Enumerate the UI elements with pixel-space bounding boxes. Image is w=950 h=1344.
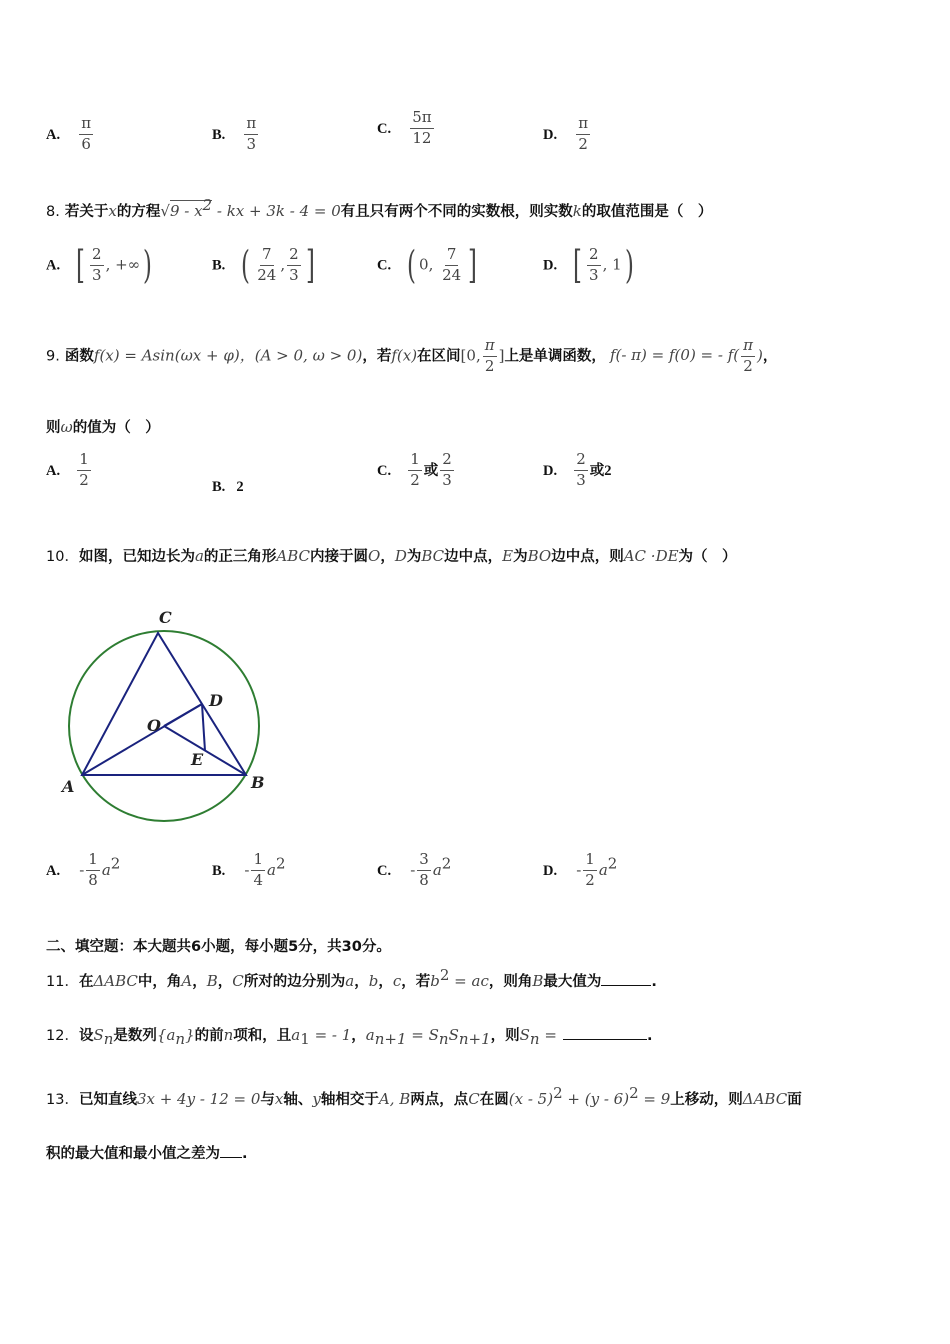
fraction: $\frac{5\pi}{12}$ bbox=[412, 108, 432, 147]
fraction: $\frac{1}{8}$ bbox=[88, 850, 98, 889]
fraction: $\frac{2}{3}$ bbox=[589, 244, 599, 284]
q8-stem: 8. 若关于x的方程$√9 - x^2$ - kx + 3k - 4 = 0有且只有两个不同的实数根，则实数k的取值范围是（ ） bbox=[46, 196, 713, 220]
answer-blank[interactable] bbox=[601, 985, 651, 986]
fraction: $\frac{\pi}{2}$ bbox=[484, 336, 495, 375]
q7-option-c[interactable]: C. $\frac{5\pi}{12}$ bbox=[377, 108, 432, 147]
segment-de bbox=[202, 704, 205, 751]
q10-option-b[interactable]: B. - $\frac{1}{4}$ $a^2$ bbox=[212, 850, 286, 889]
q7-option-b[interactable]: B. $\frac{\pi}{3}$ bbox=[212, 114, 257, 153]
fraction: $\frac{\pi}{3}$ bbox=[246, 114, 257, 153]
label-a: A bbox=[62, 777, 75, 796]
q9-option-c[interactable]: C. $\frac{1}{2}$ 或 $\frac{2}{3}$ bbox=[377, 450, 452, 489]
q7-option-a[interactable]: A. $\frac{\pi}{6}$ bbox=[46, 114, 92, 153]
q8-option-a[interactable]: A. [ $\frac{2}{3}$ , +∞) bbox=[46, 243, 153, 287]
q10-option-c[interactable]: C. - $\frac{3}{8}$ $a^2$ bbox=[377, 850, 452, 889]
q11-stem: 11．在ΔABC中，角A，B，C所对的边分别为a，b，c，若$b^2$ = ac，则角B最大值为 . bbox=[46, 966, 657, 990]
q10-option-d[interactable]: D. - $\frac{1}{2}$ $a^2$ bbox=[543, 850, 618, 889]
q13-stem: 13．已知直线3x + 4y - 12 = 0与x轴、y轴相交于A, B两点，点C在圆(x - 5)$^2$ + (y - 6)$^2$ = 9上移动，则ΔABC面 bbox=[46, 1084, 802, 1108]
fraction: $\frac{7}{24}$ bbox=[257, 244, 277, 284]
q10-figure bbox=[55, 600, 275, 830]
section-heading: 二、填空题：本大题共6小题，每小题5分，共30分。 bbox=[46, 939, 391, 955]
fraction: $\frac{\pi}{6}$ bbox=[81, 114, 92, 153]
q9-option-a[interactable]: A. $\frac{1}{2}$ bbox=[46, 450, 89, 489]
fraction: $\frac{1}{2}$ bbox=[79, 450, 89, 489]
label-c: C bbox=[159, 608, 172, 627]
label-o: O bbox=[147, 716, 161, 735]
label-e: E bbox=[191, 750, 204, 769]
answer-blank[interactable] bbox=[563, 1039, 647, 1040]
fraction: $\frac{2}{3}$ bbox=[289, 244, 299, 284]
q7-option-d[interactable]: D. $\frac{\pi}{2}$ bbox=[543, 114, 589, 153]
q8-option-b[interactable]: B. ( $\frac{7}{24}$ , $\frac{2}{3}$ ] bbox=[212, 243, 315, 287]
fraction: $\frac{\pi}{2}$ bbox=[578, 114, 589, 153]
fraction: $\frac{2}{3}$ bbox=[92, 244, 102, 284]
q12-stem: 12．设$S_n$是数列$\{a_n\}$的前n项和，且$a_1$ = - 1，$a_{n+1} = S_nS_{n+1}$，则$S_n$ = . bbox=[46, 1026, 653, 1048]
fraction: $\frac{1}{2}$ bbox=[410, 450, 420, 489]
label-b: B bbox=[251, 773, 265, 792]
fraction: $\frac{2}{3}$ bbox=[442, 450, 452, 489]
q10-option-a[interactable]: A. - $\frac{1}{8}$ $a^2$ bbox=[46, 850, 121, 889]
fraction: $\frac{7}{24}$ bbox=[442, 244, 462, 284]
fraction: $\frac{3}{8}$ bbox=[419, 850, 429, 889]
label-d: D bbox=[209, 691, 223, 710]
q8-option-d[interactable]: D. [ $\frac{2}{3}$ , 1) bbox=[543, 243, 634, 287]
q8-option-c[interactable]: C. ( 0, $\frac{7}{24}$ ] bbox=[377, 243, 478, 287]
q9-stem-line2: 则ω的值为（ ） bbox=[46, 418, 160, 436]
fraction: $\frac{1}{4}$ bbox=[253, 850, 264, 889]
q10-stem: 10．如图，已知边长为a的正三角形ABC内接于圆O，D为BC边中点，E为BO边中点，则AC ·DE为（ ） bbox=[46, 547, 737, 565]
radical-expression: $√9 - x^2$ - kx + 3k - 4 = 0 bbox=[160, 196, 341, 220]
q9-stem: 9. 函数f(x) = Asin(ωx + φ)，(A > 0, ω > 0)，若f(x)在区间[0, $\frac{\pi}{2}$ ]上是单调函数， f(- π) = f(0) = - f( $\frac{\pi}{2}$ )， bbox=[46, 336, 778, 375]
fraction: $\frac{2}{3}$ bbox=[576, 450, 586, 489]
q9-option-d[interactable]: D. $\frac{2}{3}$ 或2 bbox=[543, 450, 612, 489]
answer-blank[interactable] bbox=[220, 1157, 242, 1158]
fraction: $\frac{1}{2}$ bbox=[585, 850, 595, 889]
q13-stem-line2: 积的最大值和最小值之差为 . bbox=[46, 1146, 248, 1162]
q9-option-b[interactable]: B. 2 bbox=[212, 479, 244, 495]
fraction: $\frac{\pi}{2}$ bbox=[743, 336, 753, 375]
